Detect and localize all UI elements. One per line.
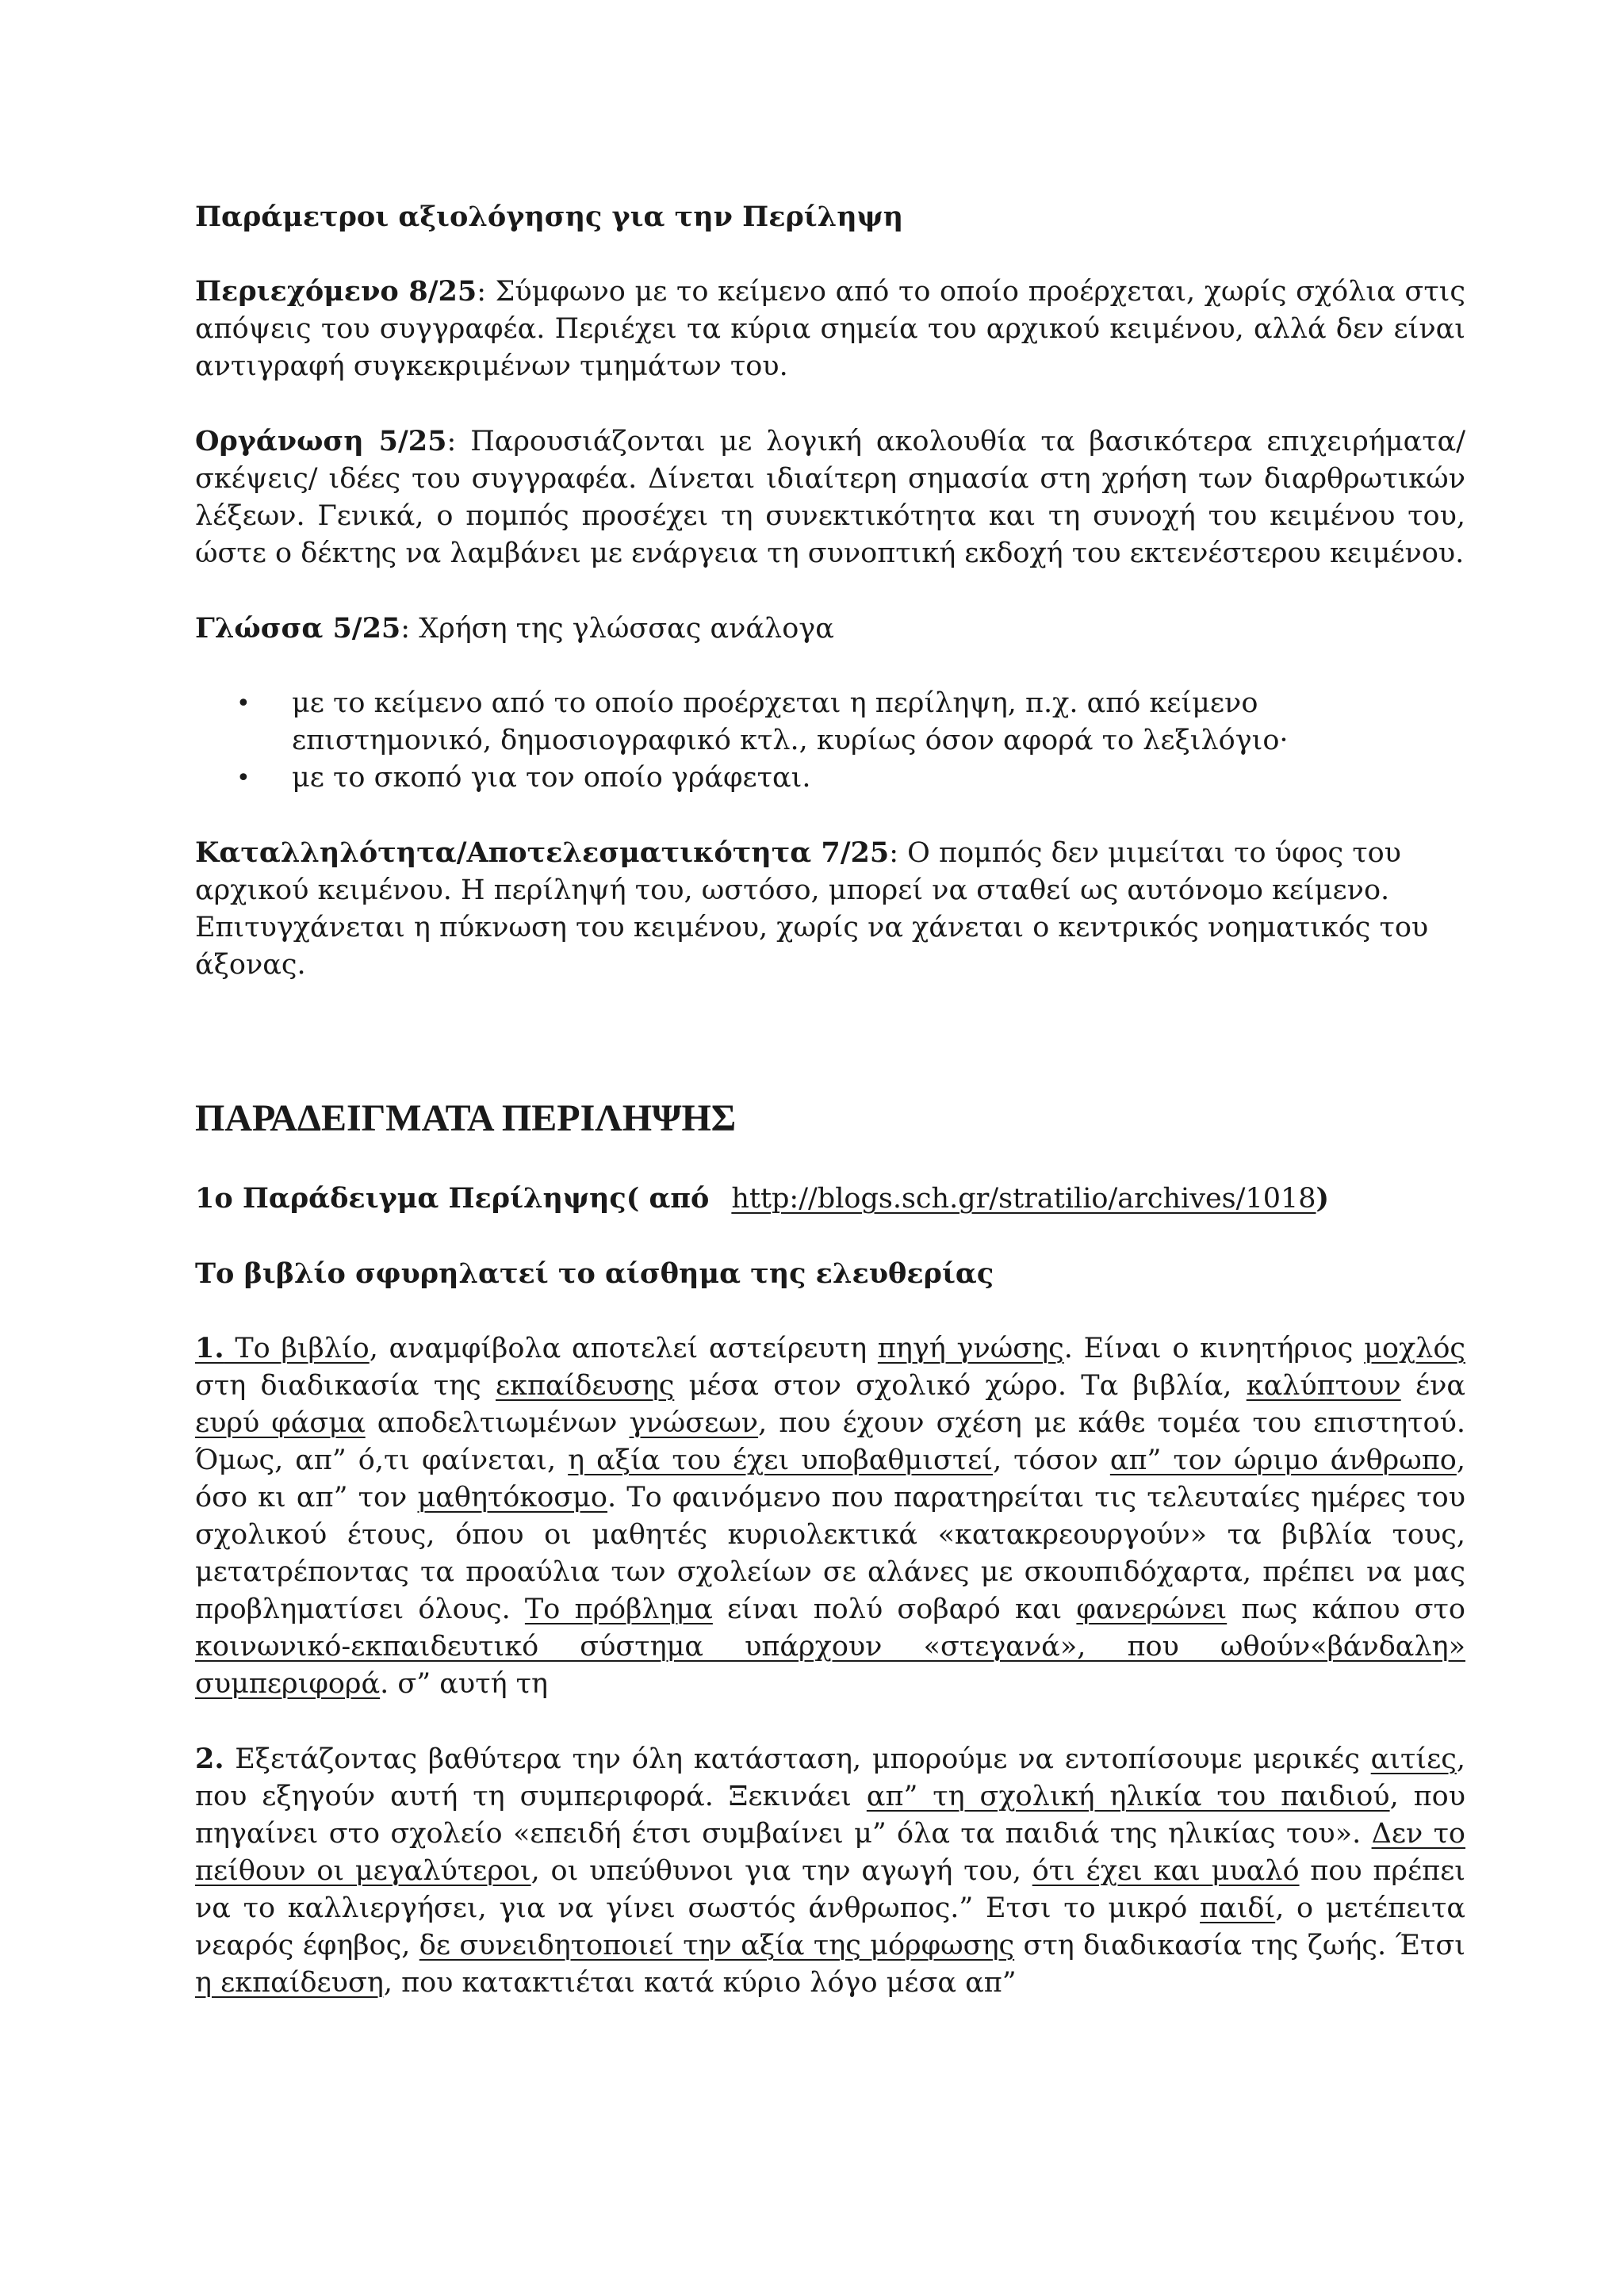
underlined-phrase: Το βιβλίο: [224, 1333, 370, 1364]
criteria-language-label: Γλώσσα 5/25: [195, 612, 401, 645]
text-run: , που εξηγούν αυτή τη συμπεριφορά. Ξεκινάει: [195, 1743, 1465, 1812]
text-run: που πρέπει να το καλλιεργήσει, για να γίνει σωστός άνθρωπος.” Ετσι το μικρό: [195, 1855, 1465, 1924]
underlined-phrase: ευρύ φάσμα: [195, 1407, 366, 1439]
underlined-phrase: δε συνειδητοποιεί την αξία της μόρφωσης: [419, 1930, 1015, 1961]
text-run: πως κάπου στο: [1227, 1594, 1465, 1625]
criteria-organization-text: : Παρουσιάζονται με λογική ακολουθία τα βασικότερα επιχειρήματα/ σκέψεις/ ιδέες του συγγραφέα. Δίνεται ιδιαίτερη σημασία στη χρήση των διαρθρωτικών λέξεων. Γενικά, ο πομπός προσέχει τη συνεκτικότητα και τη συνοχή του κειμένου του, ώστε ο δέκτης να λαμβάνει με ενάργεια τη συνοπτική εκδοχή του εκτενέστερου κειμένου.: [195, 426, 1465, 569]
text-run: στη διαδικασία της: [195, 1370, 496, 1402]
article-title: Το βιβλίο σφυρηλατεί το αίσθημα της ελευθερίας: [195, 1257, 994, 1290]
underlined-phrase: ότι έχει και μυαλό: [1032, 1855, 1300, 1887]
example1-close-paren: ): [1316, 1182, 1330, 1215]
text-run: στη διαδικασία της ζωής. Έτσι: [1014, 1930, 1465, 1961]
criteria-language: [195, 610, 1465, 648]
example1-label: 1ο Παράδειγμα Περίληψης( από: [195, 1182, 710, 1215]
criteria-content: [195, 273, 1465, 385]
example1-source-link[interactable]: http://blogs.sch.gr/stratilio/archives/1018: [731, 1183, 1316, 1215]
text-run: , τόσον: [993, 1445, 1110, 1476]
text-run: . Είναι ο κινητήριος: [1063, 1333, 1365, 1364]
text-run: . Το φαινόμενο που παρατηρείται τις τελευταίες ημέρες του σχολικού έτους, όπου οι μαθητές κυριολεκτικά «κατακρεουργούν» τα βιβλία τους, μετατρέποντας τα προαύλια των σχολείων σε αλάνες με σκουπιδόχαρτα, πρέπει να μας προβληματίσει όλους.: [195, 1482, 1465, 1625]
examples-heading: ΠΑΡΑΔΕΙΓΜΑΤΑ ΠΕΡΙΛΗΨΗΣ: [195, 1097, 737, 1139]
underlined-phrase: η εκπαίδευση: [195, 1967, 384, 1999]
underlined-phrase: Δεν το πείθουν οι μεγαλύτεροι: [195, 1818, 1466, 1887]
underlined-phrase: Το πρόβλημα: [524, 1594, 713, 1625]
underlined-phrase: αιτίες: [1370, 1743, 1457, 1775]
criteria-content-label: Περιεχόμενο 8/25: [195, 275, 477, 308]
criteria-suitability-text: : Ο πομπός δεν μιμείται το ύφος του αρχικού κειμένου. Η περίληψή του, ωστόσο, μπορεί να σταθεί ως αυτόνομο κείμενο. Επιτυγχάνεται η πύκνωση του κειμένου, χωρίς να χάνεται ο κεντρικός νοηματικός του άξονας.: [195, 837, 1429, 981]
underlined-phrase: καλύπτουν: [1246, 1370, 1401, 1402]
criteria-organization: [195, 423, 1465, 572]
text-run: μέσα στον σχολικό χώρο. Τα βιβλία,: [674, 1370, 1247, 1402]
text-run: , ο μετέπειτα νεαρός έφηβος,: [195, 1892, 1465, 1961]
language-bullet-item: • με το κείμενο από το οποίο προέρχεται η περίληψη, π.χ. από κείμενο επιστημονικό, δημοσιογραφικό κτλ., κυρίως όσον αφορά το λεξιλόγιο·: [292, 685, 1465, 760]
article-paragraph-1: [195, 1330, 1465, 1703]
underlined-phrase: γνώσεων: [629, 1407, 759, 1439]
underlined-phrase: κοινωνικό-εκπαιδευτικό σύστημα υπάρχουν «στεγανά», που ωθούν«βάνδαλη» συμπεριφορά: [195, 1631, 1465, 1700]
underlined-phrase: φανερώνει: [1076, 1594, 1228, 1625]
language-bullet-item: • με το σκοπό για τον οποίο γράφεται.: [292, 760, 1465, 797]
text-run: , που έχουν σχέση με κάθε τομέα του επιστητού. Όμως, απ” ό,τι φαίνεται,: [195, 1407, 1466, 1476]
underlined-phrase: απ” τη σχολική ηλικία του παιδιού: [866, 1781, 1390, 1812]
text-run: , που πηγαίνει στο σχολείο «επειδή έτσι συμβαίνει μ” όλα τα παιδιά της ηλικίας του».: [195, 1781, 1465, 1850]
text-run: , οι υπεύθυνοι για την αγωγή του,: [530, 1855, 1032, 1887]
text-run: . σ” αυτή τη: [380, 1668, 549, 1700]
language-bullet-list: [195, 685, 1465, 797]
text-run: , αναμφίβολα αποτελεί αστείρευτη: [369, 1333, 878, 1364]
underlined-phrase: η αξία του έχει υποβαθμιστεί: [568, 1445, 994, 1476]
criteria-content-text: : Σύμφωνο με το κείμενο από το οποίο προέρχεται, χωρίς σχόλια στις απόψεις του συγγραφέα. Περιέχει τα κύρια σημεία του αρχικού κειμένου, αλλά δεν είναι αντιγραφή συγκεκριμένων τμημάτων του.: [195, 276, 1466, 382]
criteria-suitability-label: Καταλληλότητα/Αποτελεσματικότητα 7/25: [195, 836, 890, 869]
article-paragraph-2: [195, 1740, 1465, 2002]
criteria-suitability: [195, 834, 1465, 984]
underlined-phrase: μοχλός: [1364, 1333, 1466, 1364]
paragraph-number: 1.: [195, 1332, 224, 1364]
paragraph-number: 2.: [195, 1743, 224, 1775]
text-run: αποδελτιωμένων: [365, 1407, 630, 1439]
text-run: Εξετάζοντας βαθύτερα την όλη κατάσταση, μπορούμε να εντοπίσουμε μερικές: [224, 1743, 1371, 1775]
underlined-phrase: πηγή γνώσης: [877, 1333, 1064, 1364]
underlined-phrase: απ” τον ώριμο άνθρωπο: [1109, 1445, 1457, 1476]
text-run: , που κατακτιέται κατά κύριο λόγο μέσα απ”: [383, 1967, 1017, 1999]
underlined-phrase: μαθητόκοσμο: [417, 1482, 607, 1513]
criteria-title: Παράμετροι αξιολόγησης για την Περίληψη: [195, 201, 904, 233]
criteria-language-text: : Χρήση της γλώσσας ανάλογα: [400, 613, 834, 645]
text-run: είναι πολύ σοβαρό και: [712, 1594, 1077, 1625]
example1-heading: [195, 1180, 1465, 1218]
underlined-phrase: εκπαίδευσης: [496, 1370, 675, 1402]
text-run: , όσο κι απ” τον: [195, 1445, 1465, 1513]
criteria-organization-label: Οργάνωση 5/25: [195, 425, 447, 457]
text-run: ένα: [1400, 1370, 1465, 1402]
underlined-phrase: παιδί: [1200, 1892, 1276, 1924]
